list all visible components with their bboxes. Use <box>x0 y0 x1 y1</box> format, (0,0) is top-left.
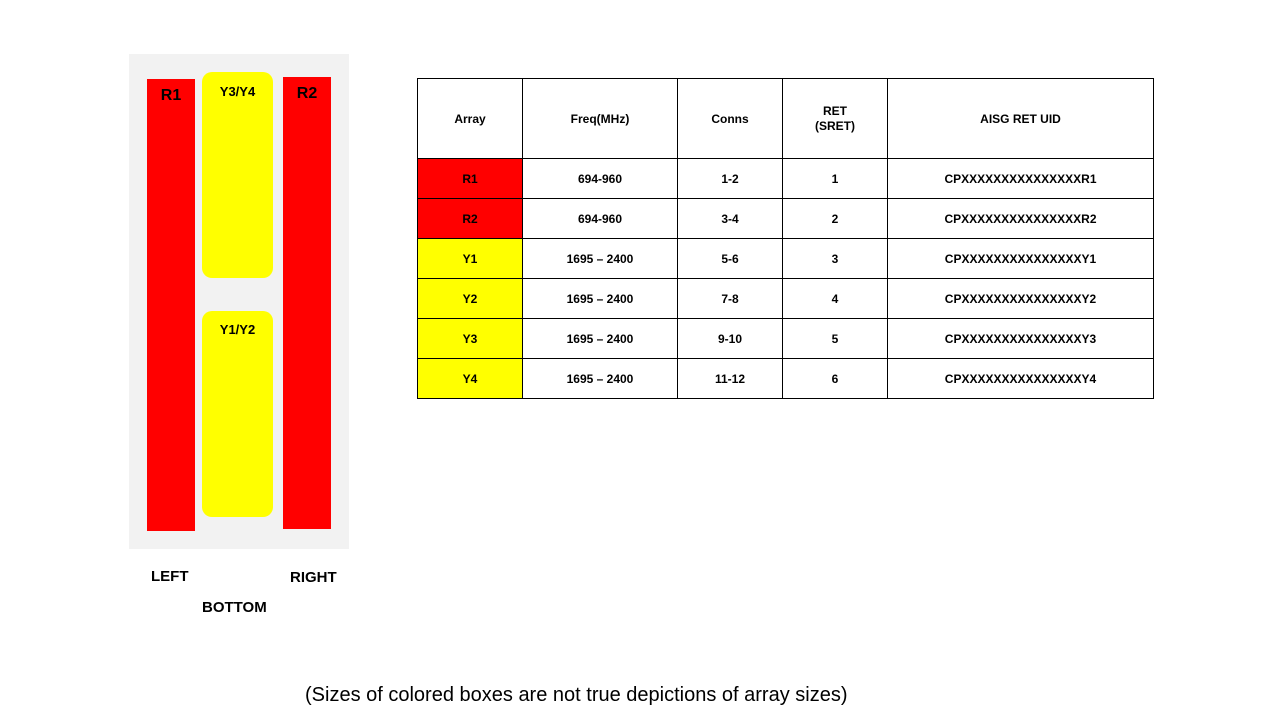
table-row <box>418 159 1154 199</box>
conns-cell: 7-8 <box>678 279 783 319</box>
array-cell: Y4 <box>418 359 523 399</box>
uid-cell: CPXXXXXXXXXXXXXXXY1 <box>888 239 1154 279</box>
ret-cell: 2 <box>783 199 888 239</box>
freq-cell: 694-960 <box>523 159 678 199</box>
header-ret-line2: (SRET) <box>815 118 855 133</box>
conns-cell: 11-12 <box>678 359 783 399</box>
array-r2-box <box>283 77 331 529</box>
array-y3-y4-box <box>202 72 273 278</box>
uid-cell: CPXXXXXXXXXXXXXXXY3 <box>888 319 1154 359</box>
left-label: LEFT <box>151 568 189 585</box>
table-row <box>418 239 1154 279</box>
freq-cell: 1695 – 2400 <box>523 239 678 279</box>
uid-cell: CPXXXXXXXXXXXXXXXR2 <box>888 199 1154 239</box>
conns-cell: 9-10 <box>678 319 783 359</box>
ret-cell: 5 <box>783 319 888 359</box>
array-y3-y4-label: Y3/Y4 <box>219 84 256 99</box>
ret-cell: 1 <box>783 159 888 199</box>
freq-cell: 694-960 <box>523 199 678 239</box>
array-r1-label: R1 <box>160 87 182 104</box>
array-y1-y2-label: Y1/Y2 <box>219 322 256 337</box>
table-row <box>418 199 1154 239</box>
uid-cell: CPXXXXXXXXXXXXXXXR1 <box>888 159 1154 199</box>
header-uid: AISG RET UID <box>888 79 1154 159</box>
conns-cell: 3-4 <box>678 199 783 239</box>
table-row <box>418 319 1154 359</box>
footnote: (Sizes of colored boxes are not true depictions of array sizes) <box>305 684 848 706</box>
uid-cell: CPXXXXXXXXXXXXXXXY2 <box>888 279 1154 319</box>
ret-cell: 4 <box>783 279 888 319</box>
header-ret-line1: RET <box>823 103 847 118</box>
array-r2-label: R2 <box>296 85 318 102</box>
table-row <box>418 359 1154 399</box>
conns-cell: 1-2 <box>678 159 783 199</box>
ret-table <box>417 78 1154 399</box>
header-freq: Freq(MHz) <box>523 79 678 159</box>
array-cell: Y1 <box>418 239 523 279</box>
header-array: Array <box>418 79 523 159</box>
right-label: RIGHT <box>290 569 337 586</box>
array-cell: Y2 <box>418 279 523 319</box>
header-ret <box>783 79 888 159</box>
ret-cell: 6 <box>783 359 888 399</box>
array-r1-box <box>147 79 195 531</box>
array-cell: R1 <box>418 159 523 199</box>
header-conns: Conns <box>678 79 783 159</box>
table-row <box>418 279 1154 319</box>
array-cell: R2 <box>418 199 523 239</box>
array-y1-y2-box <box>202 311 273 517</box>
uid-cell: CPXXXXXXXXXXXXXXXY4 <box>888 359 1154 399</box>
freq-cell: 1695 – 2400 <box>523 319 678 359</box>
conns-cell: 5-6 <box>678 239 783 279</box>
table-header-row <box>418 79 1154 159</box>
bottom-label: BOTTOM <box>202 599 267 616</box>
freq-cell: 1695 – 2400 <box>523 279 678 319</box>
array-cell: Y3 <box>418 319 523 359</box>
freq-cell: 1695 – 2400 <box>523 359 678 399</box>
ret-cell: 3 <box>783 239 888 279</box>
